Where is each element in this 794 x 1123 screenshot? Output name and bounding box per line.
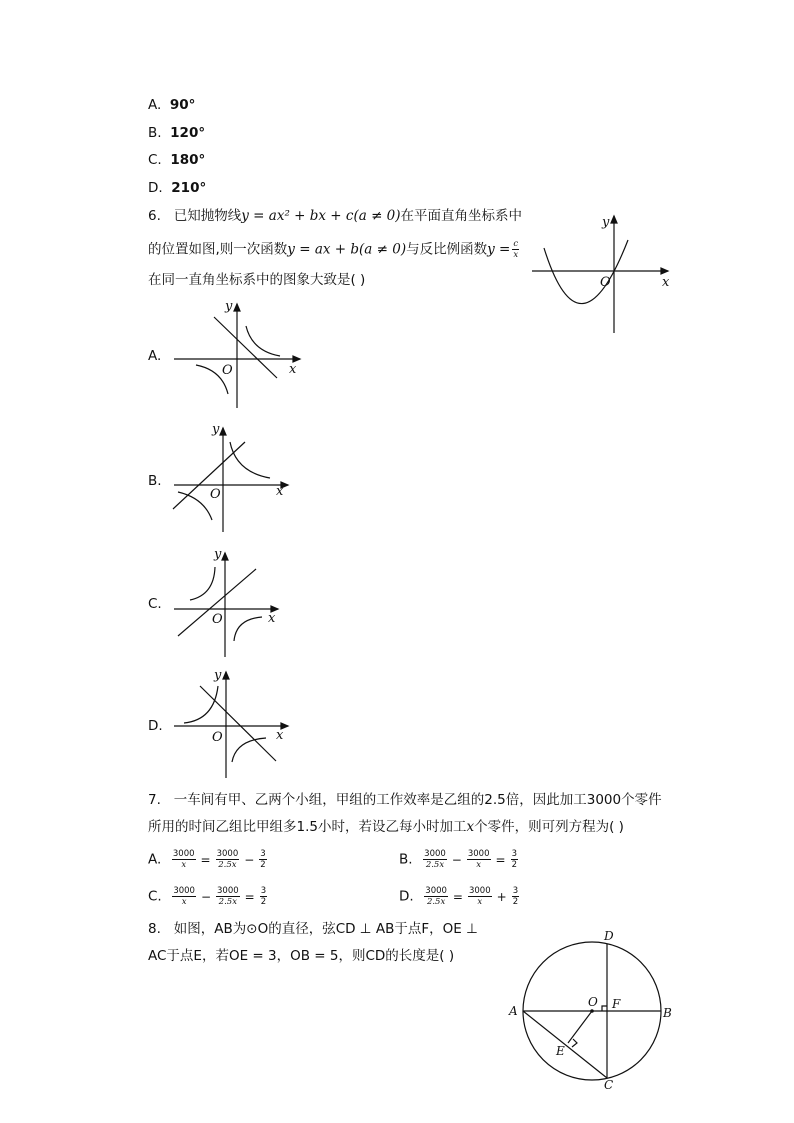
- svg-text:O: O: [222, 363, 233, 378]
- hyperbola-branch-2: [234, 617, 262, 641]
- svg-text:y: y: [225, 299, 233, 314]
- q6-option-a-label[interactable]: A.: [148, 348, 162, 364]
- y-axis-arrow: [611, 216, 617, 223]
- q6-parabola-figure: [528, 208, 678, 338]
- q5-option-c[interactable]: C. 180°: [148, 152, 206, 168]
- right-angle-e: [572, 1039, 577, 1047]
- svg-text:y: y: [212, 422, 220, 437]
- q6-line-1: 6. 已知抛物线y = ax² + bx + c(a ≠ 0)在平面直角坐标系中: [148, 208, 523, 224]
- svg-text:y: y: [214, 547, 222, 562]
- point-o: [590, 1009, 594, 1013]
- parabola-curve: [544, 240, 628, 304]
- q6-option-b-graph[interactable]: [170, 420, 295, 535]
- svg-text:A: A: [509, 1004, 518, 1018]
- q7-option-b[interactable]: B. $\frac{3000}{2.5x}$ − $\frac{3000}{x}$ = $\frac{3}{2}$: [399, 849, 517, 870]
- q6-option-d-label[interactable]: D.: [148, 718, 163, 734]
- svg-text:x: x: [268, 611, 276, 626]
- x-axis-arrow: [661, 268, 668, 274]
- y-label: y: [602, 215, 610, 230]
- q6-option-b-label[interactable]: B.: [148, 473, 162, 489]
- q6-option-c-graph[interactable]: [170, 545, 285, 660]
- q8-line-1: 8. 如图，AB为⊙O的直径，弦CD ⊥ AB于点F，OE ⊥: [148, 921, 478, 937]
- svg-text:O: O: [210, 487, 221, 502]
- q5-option-b[interactable]: B. 120°: [148, 125, 206, 141]
- svg-text:B: B: [663, 1006, 672, 1020]
- svg-text:x: x: [276, 484, 284, 499]
- q8-circle-figure: [506, 924, 686, 1094]
- q6-option-a-graph[interactable]: [170, 296, 305, 411]
- x-label: x: [662, 275, 670, 290]
- q7-option-d[interactable]: D. $\frac{3000}{2.5x}$ = $\frac{3000}{x}$ + $\frac{3}{2}$: [399, 886, 519, 907]
- svg-text:y: y: [214, 668, 222, 683]
- svg-text:O: O: [588, 995, 598, 1009]
- svg-text:C: C: [604, 1078, 614, 1092]
- svg-text:D: D: [604, 929, 614, 943]
- hyperbola-branch-1: [190, 567, 215, 600]
- q8-line-2: AC于点E，若OE = 3，OB = 5，则CD的长度是( ): [148, 948, 455, 964]
- svg-text:O: O: [212, 612, 223, 627]
- q6-option-d-graph[interactable]: [170, 666, 295, 781]
- chord-ac: [523, 1011, 607, 1078]
- hyperbola-branch-2: [232, 738, 266, 762]
- q6-line-2: 的位置如图,则一次函数y = ax + b(a ≠ 0)与反比例函数y = $\frac{c}{x}$: [148, 239, 519, 260]
- q7-option-c[interactable]: C. $\frac{3000}{x}$ − $\frac{3000}{2.5x}$ = $\frac{3}{2}$: [148, 886, 267, 907]
- svg-text:F: F: [612, 997, 621, 1011]
- segment-oe: [568, 1011, 592, 1043]
- q6-fraction: $\frac{c}{x}$: [513, 239, 519, 260]
- hyperbola-branch-2: [178, 492, 212, 520]
- svg-text:E: E: [556, 1044, 565, 1058]
- origin-label: O: [600, 275, 611, 290]
- q6-line-3: 在同一直角坐标系中的图象大致是( ): [148, 272, 366, 288]
- svg-text:O: O: [212, 730, 223, 745]
- q7-line-1: 7. 一车间有甲、乙两个小组，甲组的工作效率是乙组的2.5倍，因此加工3000个零件: [148, 792, 662, 808]
- svg-text:x: x: [276, 728, 284, 743]
- right-angle-f: [602, 1006, 607, 1011]
- line-graph: [173, 442, 245, 509]
- hyperbola-branch-1: [230, 442, 270, 478]
- hyperbola-branch-1: [246, 326, 280, 356]
- q6-option-c-label[interactable]: C.: [148, 596, 162, 612]
- q7-line-2: 所用的时间乙组比甲组多1.5小时，若设乙每小时加工x个零件，则可列方程为( ): [148, 819, 624, 835]
- q5-option-a[interactable]: A. 90°: [148, 97, 196, 113]
- svg-text:x: x: [289, 362, 297, 377]
- q5-option-d[interactable]: D. 210°: [148, 180, 207, 196]
- q7-option-a[interactable]: A. $\frac{3000}{x}$ = $\frac{3000}{2.5x}$ − $\frac{3}{2}$: [148, 849, 266, 870]
- hyperbola-branch-1: [184, 686, 218, 723]
